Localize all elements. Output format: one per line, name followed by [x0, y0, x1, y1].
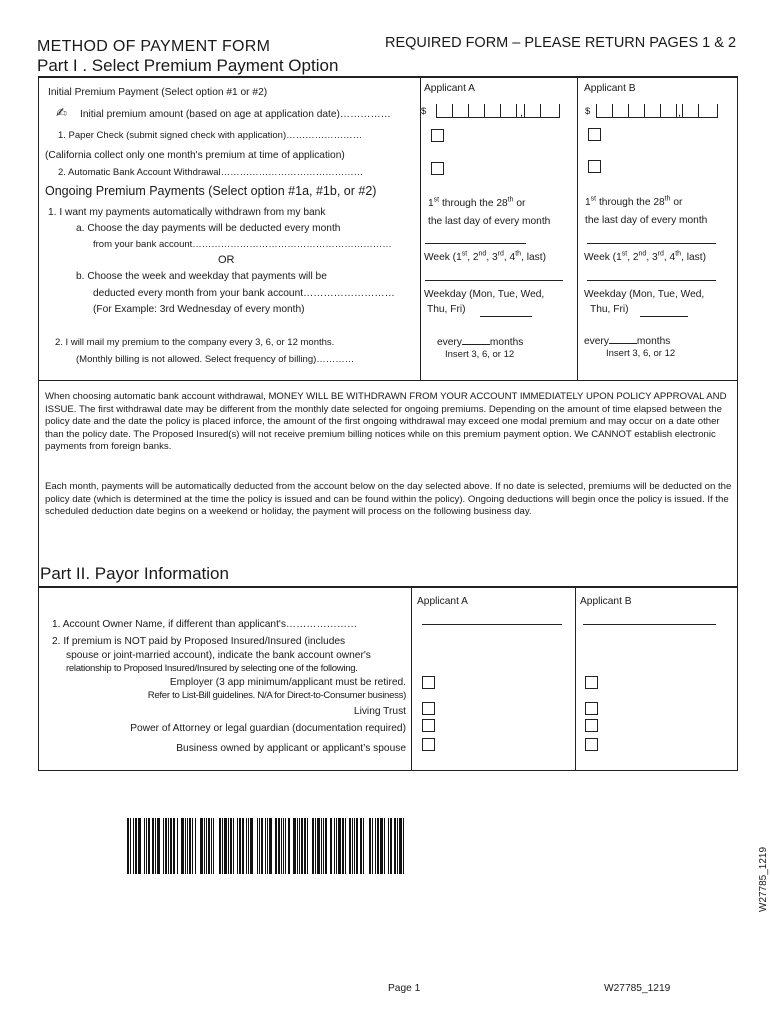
vertical-form-code: W27785_1219: [758, 846, 769, 912]
footer-form-code: W27785_1219: [604, 983, 671, 994]
week-label-a: Week (1st, 2nd, 3rd, 4th, last): [424, 250, 546, 263]
auto-withdrawal-checkbox-a[interactable]: [431, 162, 444, 175]
comma-a: ,: [520, 107, 524, 119]
relationship-line3: relationship to Proposed Insured/Insured by selecting one of the following.: [66, 663, 358, 674]
barcode-bar: [291, 818, 292, 874]
barcode-bar: [127, 818, 129, 874]
part1-col-divider-a: [420, 78, 421, 380]
day-input-a[interactable]: [425, 243, 526, 244]
weekday-label-a-line2: Thu, Fri): [427, 304, 466, 315]
initial-amount-input-a[interactable]: [436, 104, 560, 118]
barcode-bar: [334, 818, 335, 874]
withdrawal-notice-paragraph: When choosing automatic bank account withdrawal, MONEY WILL BE WITHDRAWN FROM YOUR ACCOUNT IMMEDIATELY UPON POLICY APPROVAL AND ISSUE. The first withdrawal date may be different from the monthly date selected for ongoing premiums. Depending on the amount of time elapsed between the policy date and the date the policy is placed inforce, the amount of the first ongoing withdrawal may exceed one modal premium and may occur on a date other than the policy date. The Proposed Insured(s) will not receive premium billing notices while on this premium payment option. We CANNOT establish electronic payments from foreign banks.: [45, 391, 727, 453]
initial-amount-input-b[interactable]: [596, 104, 718, 118]
barcode-bar: [336, 818, 337, 874]
barcode-bar: [388, 818, 389, 874]
barcode-bar: [297, 818, 298, 874]
dollar-sign-a: $: [421, 106, 427, 117]
barcode-bar: [155, 818, 156, 874]
barcode-bar: [349, 818, 351, 874]
barcode-bar: [187, 818, 188, 874]
business-owned-label: Business owned by applicant or applicant’s spouse: [176, 743, 406, 754]
part1-col-a-header: Applicant A: [424, 83, 475, 94]
barcode-bar: [230, 818, 232, 874]
form-title: METHOD OF PAYMENT FORM: [37, 38, 271, 55]
living-trust-checkbox-b[interactable]: [585, 702, 598, 715]
barcode-bar: [224, 818, 227, 874]
barcode-bar: [138, 818, 141, 874]
barcode-bar: [173, 818, 175, 874]
account-owner-label: 1. Account Owner Name, if different than applicant's…………………: [52, 619, 358, 630]
barcode-bar: [352, 818, 353, 874]
barcode-bar: [338, 818, 341, 874]
page-number: Page 1: [388, 983, 421, 994]
employer-line2: Refer to List-Bill guidelines. N/A for Direct-to-Consumer business): [147, 690, 406, 701]
barcode-bar: [360, 818, 362, 874]
ongoing-option-1b-line3: (For Example: 3rd Wednesday of every month): [93, 304, 305, 315]
barcode-bar: [211, 818, 212, 874]
barcode-bar: [397, 818, 398, 874]
week-input-b[interactable]: [587, 280, 716, 281]
weekday-label-b-line2: Thu, Fri): [590, 304, 629, 315]
barcode-bar: [165, 818, 167, 874]
initial-heading: Initial Premium Payment (Select option #1 or #2): [48, 87, 268, 98]
ongoing-option-1b-line1: b. Choose the week and weekday that payments will be: [76, 271, 327, 282]
part1-col-divider-b: [577, 78, 578, 380]
barcode-bar: [250, 818, 253, 874]
living-trust-label: Living Trust: [353, 706, 406, 717]
barcode-bar: [293, 818, 296, 874]
barcode-bar: [170, 818, 172, 874]
option-paper-check: 1. Paper Check (submit signed check with application)……………………: [58, 130, 363, 141]
barcode-bar: [130, 818, 131, 874]
every-months-a: every months: [437, 334, 523, 348]
part1-left-border: [38, 76, 39, 586]
barcode-bar: [363, 818, 364, 874]
poa-checkbox-a[interactable]: [422, 719, 435, 732]
barcode-bar: [189, 818, 191, 874]
barcode-bar: [200, 818, 203, 874]
barcode-bar: [152, 818, 154, 874]
barcode-bar: [257, 818, 258, 874]
poa-label: Power of Attorney or legal guardian (documentation required): [130, 723, 406, 734]
barcode-bar: [246, 818, 247, 874]
barcode-bar: [228, 818, 229, 874]
barcode-bar: [157, 818, 160, 874]
business-owned-checkbox-a[interactable]: [422, 738, 435, 751]
barcode-bar: [399, 818, 402, 874]
barcode-bar: [208, 818, 210, 874]
barcode-bar: [325, 818, 327, 874]
part1-col-b-header: Applicant B: [584, 83, 636, 94]
barcode-bar: [133, 818, 134, 874]
barcode-bar: [135, 818, 137, 874]
week-label-b: Week (1st, 2nd, 3rd, 4th, last): [584, 250, 706, 263]
barcode-bar: [386, 818, 387, 874]
poa-checkbox-b[interactable]: [585, 719, 598, 732]
every-months-b: every months: [584, 333, 670, 347]
weekday-input-a[interactable]: [480, 316, 532, 317]
barcode-bar: [307, 818, 308, 874]
barcode-bar: [248, 818, 249, 874]
barcode-bar: [222, 818, 223, 874]
barcode-bar: [390, 818, 392, 874]
barcode-bar: [185, 818, 186, 874]
barcode-bar: [328, 818, 329, 874]
barcode-bar: [345, 818, 346, 874]
part1-top-rule: [38, 76, 738, 78]
part2-right-border: [737, 588, 738, 770]
barcode-bar: [161, 818, 162, 874]
barcode-bar: [281, 818, 282, 874]
barcode-bar: [283, 818, 284, 874]
barcode-bar: [315, 818, 316, 874]
months-input-b[interactable]: [609, 333, 637, 344]
living-trust-checkbox-a[interactable]: [422, 702, 435, 715]
barcode-bar: [403, 818, 404, 874]
employer-checkbox-b[interactable]: [585, 676, 598, 689]
part2-col-a-header: Applicant A: [417, 596, 468, 607]
ongoing-option-1: 1. I want my payments automatically withdrawn from my bank: [48, 207, 326, 218]
barcode-bar: [213, 818, 214, 874]
barcode-bar: [365, 818, 368, 874]
barcode-bar: [242, 818, 244, 874]
barcode-bar: [304, 818, 306, 874]
barcode-bar: [215, 818, 217, 874]
barcode-bar: [354, 818, 355, 874]
pencil-icon: ✍: [56, 105, 67, 120]
account-owner-input-b[interactable]: [583, 624, 716, 625]
part1-title: Part I . Select Premium Payment Option: [37, 56, 339, 75]
barcode-bar: [323, 818, 324, 874]
months-input-a[interactable]: [462, 334, 490, 345]
barcode-bar: [330, 818, 332, 874]
barcode-bar: [239, 818, 241, 874]
barcode-bar: [317, 818, 320, 874]
barcode-bar: [299, 818, 300, 874]
part2-col-divider-b: [575, 588, 576, 770]
barcode-bar: [146, 818, 147, 874]
barcode-bar: [206, 818, 207, 874]
barcode-bar: [233, 818, 234, 874]
barcode-bar: [369, 818, 371, 874]
day-range-a: 1st through the 28th or: [428, 196, 526, 209]
barcode-bar: [288, 818, 290, 874]
barcode-bar: [278, 818, 280, 874]
business-owned-checkbox-b[interactable]: [585, 738, 598, 751]
barcode-bar: [168, 818, 169, 874]
barcode-bar: [237, 818, 238, 874]
part2-col-divider-a: [411, 588, 412, 770]
dollar-sign-b: $: [585, 106, 591, 117]
barcode-bar: [261, 818, 263, 874]
barcode-bar: [179, 818, 180, 874]
barcode-bar: [372, 818, 373, 874]
barcode-bar: [301, 818, 303, 874]
barcode-bar: [347, 818, 348, 874]
barcode-bar: [177, 818, 178, 874]
barcode-bar: [235, 818, 236, 874]
barcode-bar: [204, 818, 205, 874]
barcode-bar: [192, 818, 193, 874]
relationship-line1: 2. If premium is NOT paid by Proposed Insured/Insured (includes: [52, 636, 346, 647]
weekday-label-a: Weekday (Mon, Tue, Wed,: [424, 289, 545, 300]
day-range-b: 1st through the 28th or: [585, 195, 683, 208]
ongoing-option-2-line2: (Monthly billing is not allowed. Select frequency of billing)…………: [76, 354, 355, 365]
barcode-bar: [342, 818, 344, 874]
barcode-bar: [195, 818, 196, 874]
barcode: [127, 818, 409, 874]
barcode-bar: [380, 818, 383, 874]
barcode-bar: [219, 818, 221, 874]
barcode-bar: [377, 818, 379, 874]
barcode-bar: [259, 818, 260, 874]
barcode-bar: [356, 818, 358, 874]
barcode-bar: [321, 818, 322, 874]
part2-top-rule: [38, 586, 738, 588]
barcode-bar: [197, 818, 199, 874]
weekday-input-b[interactable]: [640, 316, 688, 317]
auto-withdrawal-checkbox-b[interactable]: [588, 160, 601, 173]
part2-left-border: [38, 588, 39, 770]
employer-line1: Employer (3 app minimum/applicant must be retired.: [169, 677, 406, 688]
barcode-bar: [163, 818, 164, 874]
day-range-b-line2: the last day of every month: [585, 215, 708, 226]
ongoing-option-1b-line2: deducted every month from your bank account………………………: [93, 288, 395, 299]
initial-amount-label: Initial premium amount (based on age at application date)……………: [80, 109, 391, 120]
barcode-bar: [265, 818, 266, 874]
barcode-bar: [384, 818, 385, 874]
ongoing-heading: Ongoing Premium Payments (Select option #1a, #1b, or #2): [45, 184, 377, 198]
barcode-bar: [142, 818, 143, 874]
weekday-label-b: Weekday (Mon, Tue, Wed,: [584, 289, 705, 300]
ongoing-option-1a-line1: a. Choose the day payments will be deducted every month: [76, 223, 341, 234]
barcode-bar: [275, 818, 277, 874]
day-range-a-line2: the last day of every month: [428, 216, 551, 227]
part2-title: Part II. Payor Information: [40, 564, 229, 583]
or-label: OR: [218, 254, 235, 266]
barcode-bar: [254, 818, 256, 874]
barcode-bar: [181, 818, 184, 874]
barcode-bar: [394, 818, 396, 874]
part2-col-b-header: Applicant B: [580, 596, 632, 607]
barcode-bar: [285, 818, 286, 874]
california-note: (California collect only one month's premium at time of application): [45, 150, 345, 161]
barcode-bar: [267, 818, 268, 874]
comma-b: ,: [678, 107, 682, 119]
deduction-paragraph: Each month, payments will be automatically deducted from the account below on the day selected above. If no date is selected, premiums will be deducted on the policy date (which is determined at the time the policy is issued and can be found within the policy). Ongoing deductions will begin once the policy is issued. If the scheduled deduction date begins on a weekend or holiday, the payment will process on the following business day.: [45, 481, 732, 518]
barcode-bar: [375, 818, 376, 874]
barcode-bar: [309, 818, 310, 874]
insert-note-a: Insert 3, 6, or 12: [445, 349, 515, 360]
ongoing-option-2-line1: 2. I will mail my premium to the company every 3, 6, or 12 months.: [55, 337, 335, 348]
part1-options-bottom: [38, 380, 738, 381]
required-notice: REQUIRED FORM – PLEASE RETURN PAGES 1 & 2: [385, 35, 737, 51]
ongoing-option-1a-line2: from your bank account………………………………………………………: [93, 239, 392, 250]
option-auto-withdrawal: 2. Automatic Bank Account Withdrawal………………………………………: [58, 167, 364, 178]
barcode-bar: [312, 818, 314, 874]
barcode-bar: [144, 818, 145, 874]
insert-note-b: Insert 3, 6, or 12: [606, 348, 676, 359]
employer-checkbox-a[interactable]: [422, 676, 435, 689]
paper-check-checkbox-a[interactable]: [431, 129, 444, 142]
day-input-b[interactable]: [587, 243, 716, 244]
relationship-line2: spouse or joint-married account), indicate the bank account owner's: [66, 650, 371, 661]
barcode-bar: [148, 818, 150, 874]
part1-right-border: [737, 76, 738, 586]
account-owner-input-a[interactable]: [422, 624, 562, 625]
week-input-a[interactable]: [425, 280, 563, 281]
paper-check-checkbox-b[interactable]: [588, 128, 601, 141]
part2-bottom-rule: [38, 770, 738, 771]
barcode-bar: [269, 818, 272, 874]
barcode-bar: [273, 818, 274, 874]
